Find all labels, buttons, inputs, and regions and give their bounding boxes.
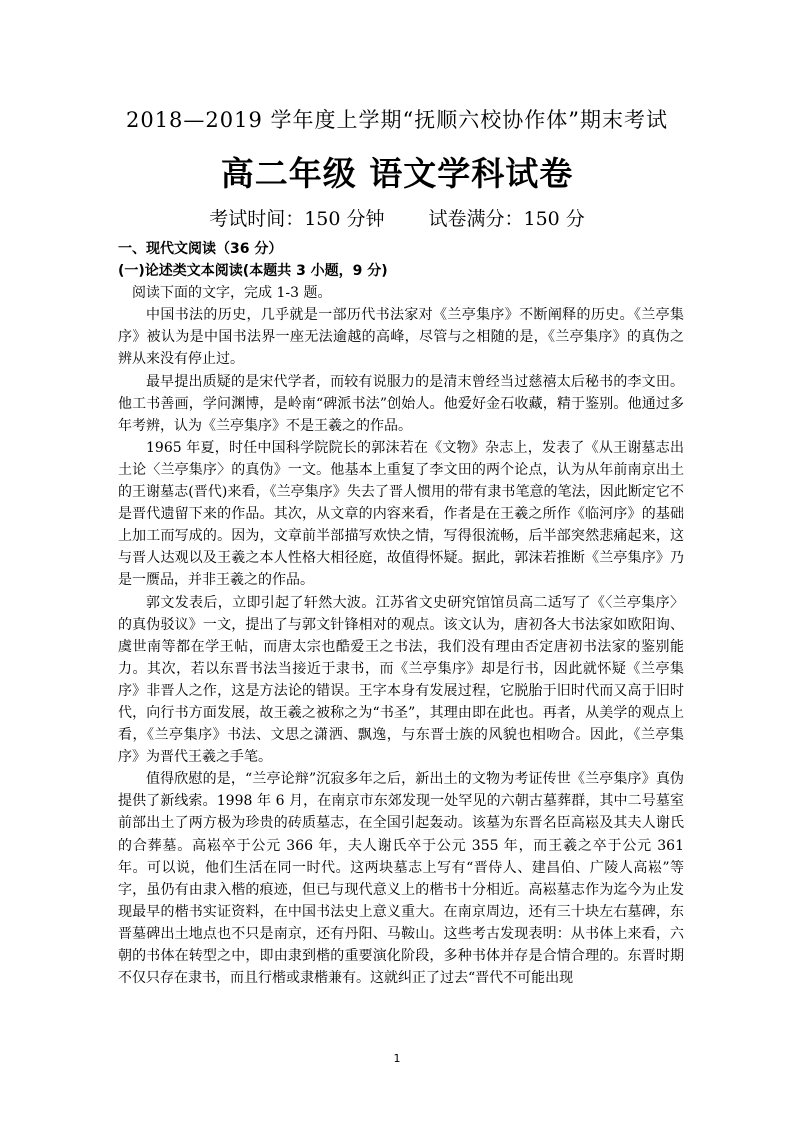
full-score: 试卷满分：150 分 [428, 208, 585, 230]
passage-paragraph: 1965 年夏，时任中国科学院院长的郭沫若在《文物》杂志上，发表了《从王谢墓志出土论〈兰亭集序〉的真伪》一文。他基本上重复了李文田的两个论点，认为从年前南京出土的王谢墓志(晋代)来看，《兰亭集序》失去了晋人惯用的带有隶书笔意的笔法，因此断定它不是晋代遗留下来的作品。其次，从文章的内容来看，作者是在王羲之所作《临河序》的基础上加工而写成的。因为，文章前半部描写欢快之情，写得很流畅，后半部突然悲痛起来，这与晋人达观以及王羲之本人性格大相径庭，故值得怀疑。据此，郭沫若推断《兰亭集序》乃是一赝品，并非王羲之的作品。 [118, 439, 684, 589]
passage-paragraph: 郭文发表后，立即引起了轩然大波。江苏省文史研究馆馆员高二适写了《〈兰亭集序〉的真伪驳议》一文，提出了与郭文针锋相对的观点。该文认为，唐初各大书法家如欧阳询、虞世南等都在学王帖，而唐太宗也酷爱王之书法，我们没有理由否定唐初书法家的鉴别能力。其次，若以东晋书法当接近于隶书，而《兰亭集序》却是行书，因此就怀疑《兰亭集序》非晋人之作，这是方法论的错误。王字本身有发展过程，它脱胎于旧时代而又高于旧时代，向行书方面发展，故王羲之被称之为“书圣”，其理由即在此也。再者，从美学的观点上看，《兰亭集序》书法、文思之潇洒、飘逸，与东晋士族的风貌也相吻合。因此，《兰亭集序》为晋代王羲之手笔。 [118, 594, 684, 766]
page-number: 1 [393, 1052, 401, 1065]
page-title: 高二年级 语文学科试卷 [220, 154, 574, 193]
section-heading: 一、现代文阅读（36 分） [118, 241, 283, 257]
exam-header-line: 2018—2019 学年度上学期“抚顺六校协作体”期末考试 [125, 108, 669, 132]
exam-content [118, 238, 684, 989]
subsection-heading: (一)论述类文本阅读(本题共 3 小题，9 分) [118, 263, 388, 280]
exam-info [0, 204, 794, 231]
passage-paragraph: 值得欣慰的是，“兰亭论辩”沉寂多年之后，新出土的文物为考证传世《兰亭集序》真伪提供了新线索。1998 年 6 月，在南京市东郊发现一处罕见的六朝古墓葬群，其中二号墓室前部出土了两方极为珍贵的砖质墓志，在全国引起轰动。该墓为东晋名臣高崧及其夫人谢氏的合葬墓。高崧卒于公元 366 年，夫人谢氏卒于公元 355 年，而王羲之卒于公元 361 年。可以说，他们生活在同一时代。这两块墓志上写有“晋侍人、建昌伯、广陵人高崧”等字，虽仍有由隶入楷的痕迹，但已与现代意义上的楷书十分相近。高崧墓志作为迄今为止发现最早的楷书实证资料，在中国书法史上意义重大。在南京周边，还有三十块左右墓碑，东晋墓碑出土地点也不只是南京，还有丹阳、马鞍山。这些考古发现表明：从书体上来看，六朝的书体在转型之中，即由隶到楷的重要演化阶段，多种书体并存是合情合理的。东晋时期不仅只存在隶书，而且行楷或隶楷兼有。这就纠正了过去“晋代不可能出现 [118, 771, 684, 987]
passage-paragraph: 最早提出质疑的是宋代学者，而较有说服力的是清末曾经当过慈禧太后秘书的李文田。他工书善画，学问渊博，是岭南“碑派书法”创始人。他爱好金石收藏，精于鉴别。他通过多年考辨，认为《兰亭集序》不是王羲之的作品。 [118, 373, 684, 434]
passage-paragraph: 中国书法的历史，几乎就是一部历代书法家对《兰亭集序》不断阐释的历史。《兰亭集序》被认为是中国书法界一座无法逾越的高峰，尽管与之相随的是，《兰亭集序》的真伪之辨从来没有停止过。 [118, 307, 684, 368]
exam-time: 考试时间：150 分钟 [209, 208, 385, 230]
reading-instruction: 阅读下面的文字，完成 1-3 题。 [132, 285, 332, 302]
